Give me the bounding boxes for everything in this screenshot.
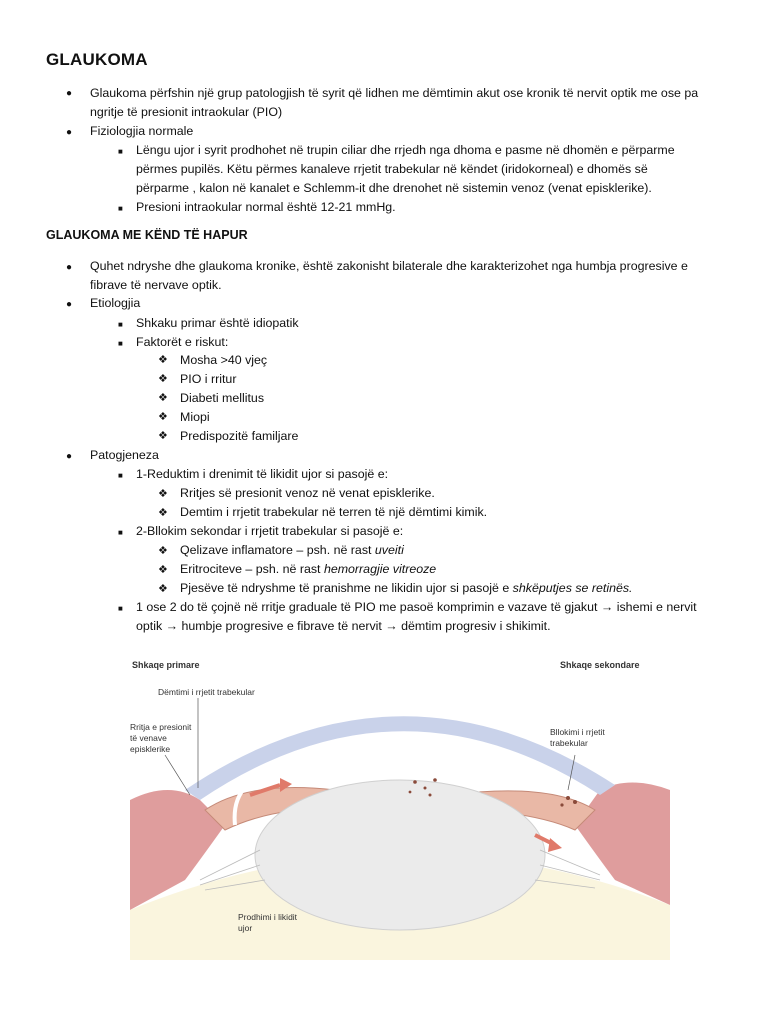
risk-item: Mosha >40 vjeç [180, 353, 268, 367]
page-title: GLAUKOMA [46, 50, 148, 69]
bullet-square: ■ [118, 471, 123, 480]
risk-item: Predispozitë familjare [180, 429, 299, 443]
label-trabecular-block-2: trabekular [550, 738, 588, 748]
patogjeneza-heading: Patogjeneza [90, 448, 159, 462]
etiologjia-heading: Etiologjia [90, 296, 141, 310]
mechanism-2a [180, 541, 404, 560]
risk-factors-heading: Faktorët e riskut: [136, 335, 229, 349]
mechanism-1a: Rritjes së presionit venoz në venat episklerike. [180, 486, 435, 500]
etiology-primary: Shkaku primar është idiopatik [136, 316, 299, 330]
bullet-square: ■ [118, 204, 123, 213]
bullet-dot: ● [66, 127, 73, 138]
label-trabecular-block-1: Bllokimi i rrjetit [550, 727, 605, 737]
mechanism-2b-text: Eritrociteve – psh. në rast [180, 562, 324, 576]
intro-line-1: Glaukoma përfshin një grup patologjish të syrit që lidhen me dëmtimin akut ose kronik të nervit optik me ose pa [90, 86, 699, 100]
definition-line-1: Quhet ndryshe dhe glaukoma kronike, është zakonisht bilaterale dhe karakterizohet nga humbja progresive e [90, 259, 688, 273]
bullet-diamond: ❖ [158, 373, 168, 385]
bullet-dot: ● [66, 451, 73, 462]
mechanism-1: 1-Reduktim i drenimit të likidit ujor si pasojë e: [136, 467, 389, 481]
arrowhead [548, 838, 562, 852]
consequence-line-2: optik → humbje progresive e fibrave të nervit → dëmtim progresiv i shikimit. [136, 619, 551, 633]
bullet-diamond: ❖ [158, 392, 168, 404]
section-title-open-angle: GLAUKOMA ME KËND TË HAPUR [46, 228, 248, 242]
label-venous-pressure-1: Rritja e presionit [130, 722, 192, 732]
bullet-square: ■ [118, 320, 123, 329]
risk-item: PIO i rritur [180, 372, 237, 386]
label-trabecular-damage: Dëmtimi i rrjetit trabekular [158, 687, 255, 697]
physiology-line-1: Lëngu ujor i syrit prodhohet në trupin ciliar dhe rrjedh nga dhoma e pasme në dhomën e përparme [136, 143, 675, 157]
normal-pressure-line: Presioni intraokular normal është 12-21 mmHg. [136, 200, 396, 214]
risk-item: Diabeti mellitus [180, 391, 265, 405]
mechanism-2: 2-Bllokim sekondar i rrjetit trabekular si pasojë e: [136, 524, 404, 538]
mechanism-2a-italic: uveiti [374, 543, 404, 557]
definition-line-2: fibrave të nervave optik. [90, 278, 222, 292]
bullet-square: ■ [118, 528, 123, 537]
mechanism-2c-italic: shkëputjes se retinës. [512, 581, 633, 595]
physiology-line-2: përmes pupilës. Këtu përmes kanaleve rrjetit trabekular në këndet (iridokorneal) e dhomës së [136, 162, 648, 176]
lens [255, 780, 545, 930]
bullet-diamond: ❖ [158, 430, 168, 442]
bullet-diamond: ❖ [158, 507, 168, 519]
mechanism-2c [180, 579, 633, 598]
bullet-dot: ● [66, 299, 73, 310]
bullet-diamond: ❖ [158, 583, 168, 595]
mechanism-2b-italic: hemorragjie vitreoze [323, 562, 437, 576]
intro-line-2: ngritje të presionit intraokular (PIO) [90, 105, 283, 119]
bullet-dot: ● [66, 262, 73, 273]
label-venous-pressure-3: episklerike [130, 744, 171, 754]
mechanism-2c-text: Pjesëve të ndryshme të pranishme ne likidin ujor si pasojë e [180, 581, 513, 595]
fiziologjia-heading: Fiziologjia normale [90, 124, 194, 138]
bullet-diamond: ❖ [158, 488, 168, 500]
bullet-diamond: ❖ [158, 354, 168, 366]
bullet-square: ■ [118, 147, 123, 156]
bullet-square: ■ [118, 604, 123, 613]
bullet-diamond: ❖ [158, 564, 168, 576]
label-secondary-causes: Shkaqe sekondare [560, 660, 640, 670]
label-aqueous-production-1: Prodhimi i likidit [238, 912, 298, 922]
label-aqueous-production-2: ujor [238, 923, 253, 933]
mechanism-2b [180, 560, 436, 579]
bullet-square: ■ [118, 339, 123, 348]
mechanism-2a-text: Qelizave inflamatore – psh. në rast [180, 543, 375, 557]
consequence-line-1: 1 ose 2 do të çojnë në rritje graduale të PIO me pasoë komprimin e vazave të gjakut → ishemi e nervit [136, 600, 697, 614]
risk-item: Miopi [180, 410, 210, 424]
physiology-line-3: përparme , kalon në kanalet e Schlemm-it dhe drenohet në sistemin venoz (venat episklerike). [136, 181, 652, 195]
glaucoma-causes-diagram [130, 650, 670, 960]
bullet-diamond: ❖ [158, 545, 168, 557]
label-venous-pressure-2: të venave [130, 733, 167, 743]
bullet-diamond: ❖ [158, 411, 168, 423]
mechanism-1b: Demtim i rrjetit trabekular në terren të një dëmtimi kimik. [180, 505, 488, 519]
label-primary-causes: Shkaqe primare [132, 660, 200, 670]
bullet-dot: ● [66, 88, 73, 99]
